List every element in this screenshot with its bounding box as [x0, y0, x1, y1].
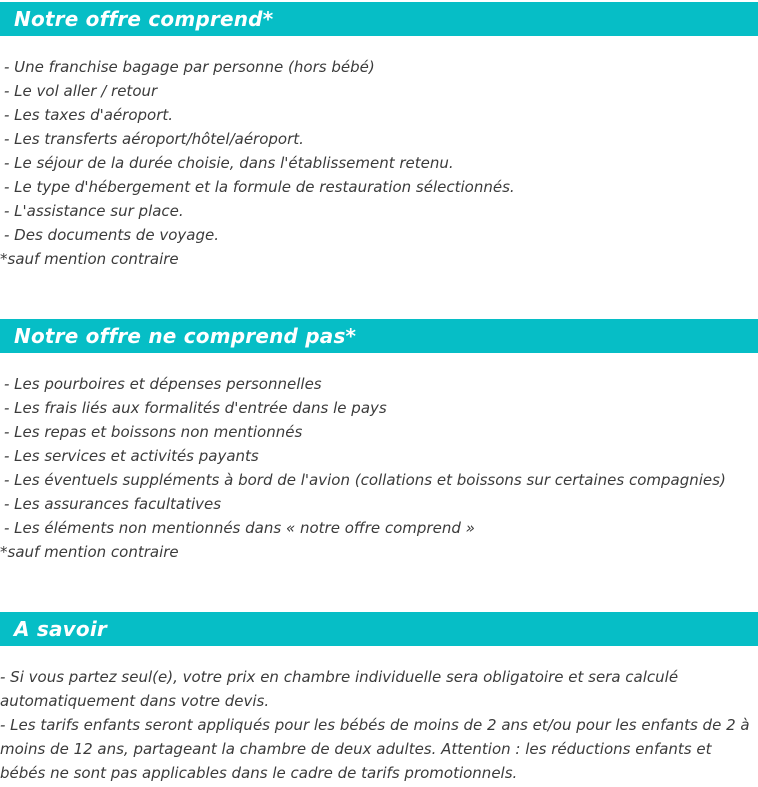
list-item: - L'assistance sur place.: [4, 202, 184, 220]
section-title: Notre offre ne comprend pas*: [14, 324, 357, 348]
item-list: [0, 372, 758, 540]
section-content: [0, 55, 758, 271]
paragraph: - Si vous partez seul(e), votre prix en chambre individuelle sera obligatoire et sera calculé automatiquement dans votre devis.: [0, 668, 679, 710]
section-offer-included: [0, 2, 758, 271]
section-title: A savoir: [14, 617, 107, 641]
section-good-to-know: [0, 612, 758, 785]
section-header-bar: [0, 2, 758, 36]
list-item: - Les taxes d'aéroport.: [4, 106, 174, 124]
list-item: - Les frais liés aux formalités d'entrée dans le pays: [4, 399, 387, 417]
footnote: *sauf mention contraire: [0, 250, 179, 268]
section-title: Notre offre comprend*: [14, 7, 274, 31]
section-content: [0, 665, 758, 785]
list-item: - Le séjour de la durée choisie, dans l'établissement retenu.: [4, 154, 454, 172]
section-content: [0, 372, 758, 564]
list-item: - Le vol aller / retour: [4, 82, 158, 100]
list-item: - Les repas et boissons non mentionnés: [4, 423, 303, 441]
list-item: - Les éléments non mentionnés dans « notre offre comprend »: [4, 519, 475, 537]
list-item: - Les assurances facultatives: [4, 495, 222, 513]
section-offer-excluded: [0, 319, 758, 564]
list-item: - Le type d'hébergement et la formule de restauration sélectionnés.: [4, 178, 515, 196]
section-header-bar: [0, 612, 758, 646]
section-header-bar: [0, 319, 758, 353]
item-list: [0, 55, 758, 247]
list-item: - Une franchise bagage par personne (hors bébé): [4, 58, 375, 76]
list-item: - Les éventuels suppléments à bord de l'avion (collations et boissons sur certaines compagnies): [4, 471, 726, 489]
list-item: - Les pourboires et dépenses personnelles: [4, 375, 322, 393]
footnote: *sauf mention contraire: [0, 543, 179, 561]
list-item: - Les transferts aéroport/hôtel/aéroport.: [4, 130, 304, 148]
list-item: - Des documents de voyage.: [4, 226, 219, 244]
list-item: - Les services et activités payants: [4, 447, 259, 465]
paragraph: - Les tarifs enfants seront appliqués pour les bébés de moins de 2 ans et/ou pour les enfants de 2 à moins de 12 ans, partageant la chambre de deux adultes. Attention : les réductions enfants et bébés ne sont pas applicables dans le cadre de tarifs promotionnels.: [0, 716, 750, 782]
